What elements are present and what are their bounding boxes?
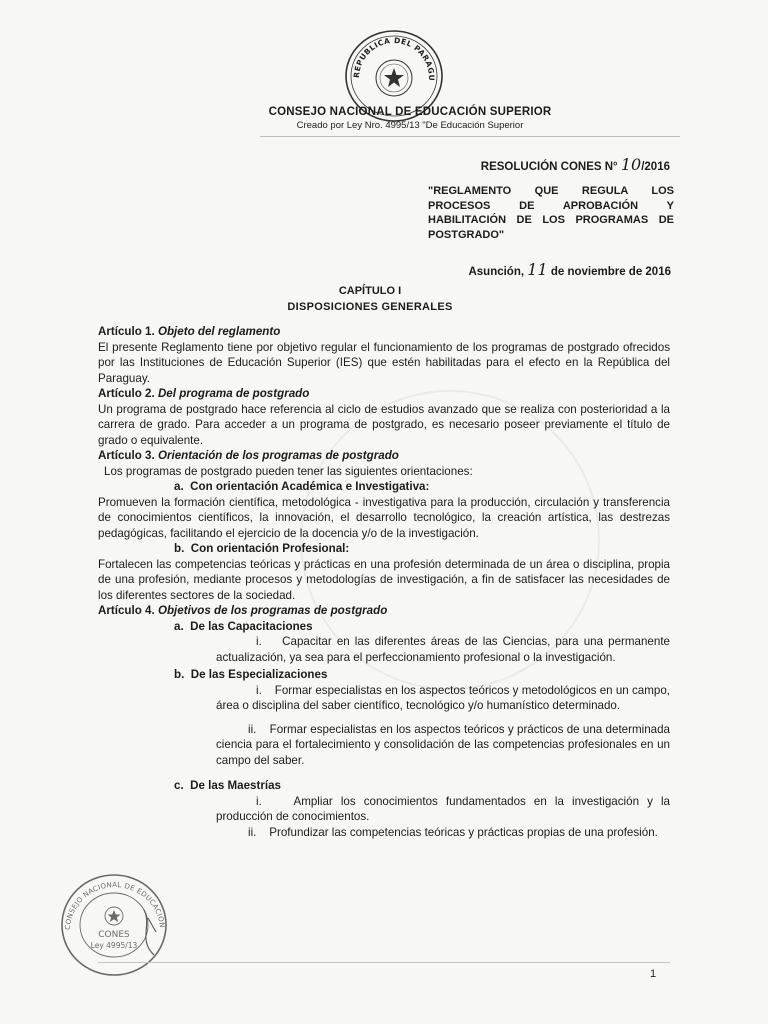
- article-4-item-a-heading: [98, 619, 670, 635]
- article-3-item-b-text: Fortalecen las competencias teóricas y prácticas en una profesión determinada de un área o disciplina, propia de una profesión, mediante procesos y metodologías de investigación, a fin de satisfacer las necesidades de los diferentes sectores de la sociedad.: [98, 557, 670, 602]
- stamp-ring-text: CONSEJO NACIONAL DE EDUCACION: [63, 881, 167, 931]
- item-title: De las Capacitaciones: [190, 619, 313, 633]
- item-label: b.: [174, 542, 185, 555]
- resolution-number-handwritten: 10: [620, 155, 642, 174]
- organization-subtitle: Creado por Ley Nro. 4995/13 "De Educación Superior: [296, 120, 524, 131]
- stamp-center-text: CONES: [98, 930, 130, 940]
- roman-label: i.: [256, 683, 262, 697]
- seal-ring-text: REPUBLICA DEL PARAGU: [351, 35, 437, 81]
- date-day-handwritten: 11: [527, 260, 548, 279]
- roman-text: Ampliar los conocimientos fundamentados en la investigación y la producción de conocimientos.: [216, 794, 670, 823]
- date-prefix: Asunción,: [468, 266, 525, 278]
- article-title: Objeto del reglamento: [157, 325, 281, 338]
- stamp-law-text: Ley 4995/13: [90, 941, 138, 950]
- item-label: a.: [174, 619, 184, 633]
- footer-divider: [98, 962, 670, 963]
- roman-label: i.: [256, 794, 262, 808]
- roman-text: Formar especialistas en los aspectos teóricos y metodológicos en un campo, área o disciplina del saber científico, tecnológico y/o humanístico determinado.: [216, 683, 670, 712]
- article-4-item-b-heading: [98, 667, 670, 683]
- item-title: De las Especializaciones: [190, 668, 328, 681]
- header-divider: [260, 136, 680, 137]
- article-label: Artículo 1.: [98, 325, 155, 338]
- article-4-b-ii: [98, 722, 670, 769]
- article-4-c-ii: [98, 825, 670, 841]
- article-label: Artículo 2.: [98, 387, 155, 400]
- item-title: De las Maestrías: [190, 779, 281, 792]
- item-label: a.: [174, 480, 184, 493]
- resolution-date: [468, 260, 671, 279]
- item-label: b.: [174, 668, 185, 681]
- svg-text:REPUBLICA DEL PARAGUAY: [339, 26, 436, 81]
- roman-label: ii.: [248, 825, 257, 839]
- article-1-heading: [98, 324, 670, 340]
- item-title: Con orientación Profesional:: [190, 542, 350, 555]
- resolution-number: [481, 155, 670, 174]
- article-3-heading: [98, 448, 670, 464]
- signature-scribble: [144, 910, 156, 955]
- article-4-b-i: [98, 683, 670, 714]
- article-3-item-a-heading: [98, 479, 670, 495]
- article-2-text: Un programa de postgrado hace referencia al ciclo de estudios avanzado que se realiza con posterioridad a la carrera de grado. Para acceder a un programa de postgrado, es necesario poseer previamente el título de grado o equivalente.: [98, 402, 670, 447]
- article-3-item-a-text: Promueven la formación científica, metodológica - investigativa para la producción, circulación y transferencia de conocimientos científicos, la innovación, el desarrollo tecnológico, la creación artística, las destrezas pedagógicas, facilitando el ejercicio de la docencia y/o de la investigación.: [98, 495, 670, 540]
- article-label: Artículo 4.: [98, 604, 155, 617]
- article-1-text: El presente Reglamento tiene por objetivo regular el funcionamiento de los programas de postgrado ofrecidos por las Instituciones de Educación Superior (IES) que estén habilitadas para el efecto en la República del Paraguay.: [98, 340, 670, 385]
- article-label: Artículo 3.: [98, 449, 155, 462]
- resolution-year: /2016: [641, 161, 670, 173]
- item-label: c.: [174, 779, 184, 792]
- resolution-title: "REGLAMENTO QUE REGULA LOS PROCESOS DE APROBACIÓN Y HABILITACIÓN DE LOS PROGRAMAS DE POSTGRADO": [428, 185, 674, 241]
- date-suffix: de noviembre de 2016: [550, 266, 671, 278]
- article-title: Objetivos de los programas de postgrado: [157, 604, 388, 617]
- roman-text: Capacitar en las diferentes áreas de las Ciencias, para una permanente actualización, ya sea para el perfeccionamiento profesional o la investigación.: [216, 635, 670, 664]
- roman-label: ii.: [248, 722, 257, 736]
- article-title: Del programa de postgrado: [157, 387, 310, 400]
- cones-stamp: [56, 870, 176, 980]
- article-title: Orientación de los programas de postgrado: [157, 449, 399, 462]
- chapter-number: CAPÍTULO I: [338, 285, 402, 297]
- article-3-intro: Los programas de postgrado pueden tener las siguientes orientaciones:: [104, 464, 473, 478]
- roman-text: Formar especialistas en los aspectos teóricos y prácticos de una determinada ciencia para el fortalecimiento y consolidación de las competencias profesionales en un campo del saber.: [216, 722, 670, 767]
- article-4-a-i: [98, 634, 670, 665]
- document-body: [98, 324, 670, 840]
- article-4-item-c-heading: [98, 778, 670, 794]
- article-3-item-b-heading: [98, 541, 670, 557]
- resolution-label: RESOLUCIÓN CONES N°: [480, 161, 618, 173]
- roman-label: i.: [256, 635, 262, 648]
- article-2-heading: [98, 386, 670, 402]
- item-title: Con orientación Académica e Investigativa:: [190, 480, 430, 493]
- chapter-title: DISPOSICIONES GENERALES: [287, 301, 453, 313]
- page-number: 1: [650, 968, 657, 980]
- article-4-c-i: [98, 794, 670, 825]
- article-4-heading: [98, 603, 670, 619]
- roman-text: Profundizar las competencias teóricas y prácticas propias de una profesión.: [269, 825, 658, 839]
- organization-name: CONSEJO NACIONAL DE EDUCACIÓN SUPERIOR: [268, 106, 552, 118]
